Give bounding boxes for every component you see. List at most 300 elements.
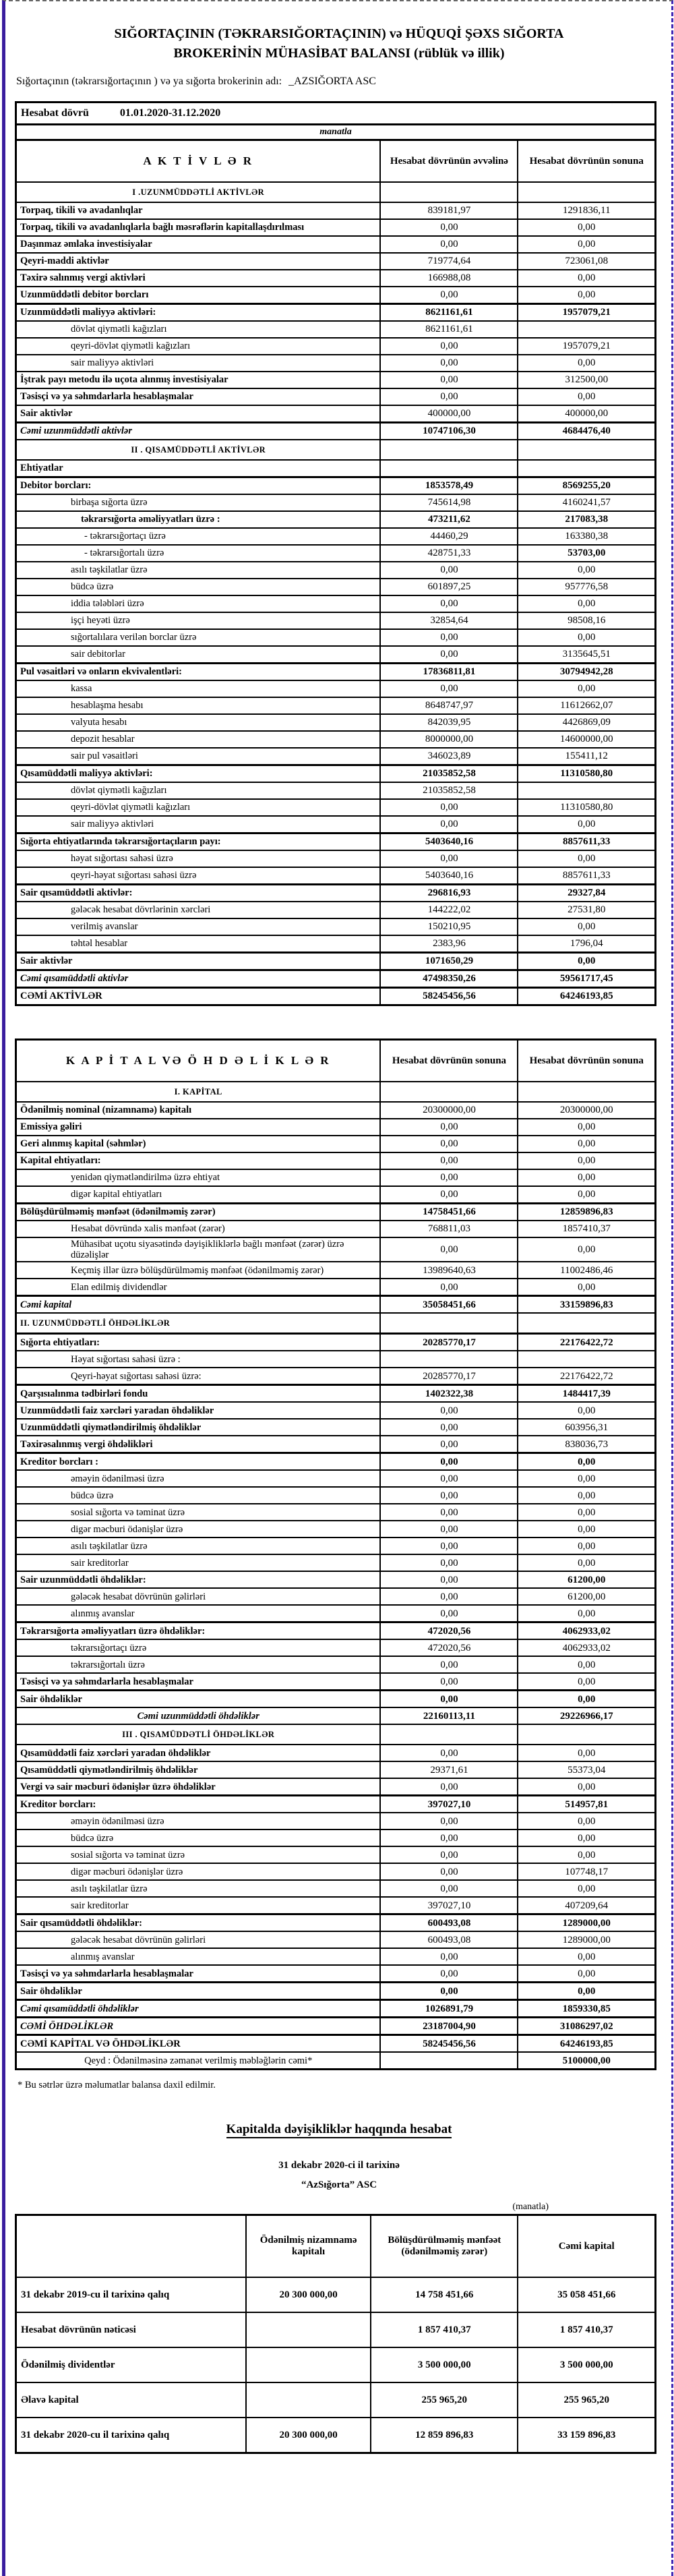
row-label: Ehtiyatlar xyxy=(16,460,381,477)
row-label: qeyri-dövlət qiymətli kağızları xyxy=(16,799,381,816)
value-period-end xyxy=(518,460,655,477)
capital-value-cell: 1 857 410,37 xyxy=(371,2312,518,2347)
row-label: yenidən qiymətləndirilmə üzrə ehtiyat xyxy=(16,1169,381,1186)
currency-note: manatla xyxy=(16,125,656,140)
row-label: Cəmi uzunmüddətli öhdəliklər xyxy=(16,1707,381,1724)
value-period-start: 0,00 xyxy=(380,1745,518,1761)
capital-report-title-text: Kapitalda dəyişikliklər haqqında hesabat xyxy=(226,2122,452,2138)
row-label: birbaşa sığorta üzrə xyxy=(16,494,381,511)
table-row xyxy=(16,646,656,664)
table-row xyxy=(16,1470,656,1487)
value-period-end: 3135645,51 xyxy=(518,646,655,664)
assets-column-title: A K T İ V L Ə R xyxy=(16,140,381,183)
table-row xyxy=(16,355,656,372)
value-period-end: 33159896,83 xyxy=(518,1296,655,1314)
value-period-start: 0,00 xyxy=(380,388,518,405)
value-period-end: 603956,31 xyxy=(518,1419,655,1436)
capital-table-row xyxy=(16,2382,656,2418)
value-period-start: 144222,02 xyxy=(380,902,518,918)
table-row xyxy=(16,477,656,495)
value-period-end: 0,00 xyxy=(518,562,655,579)
value-period-start: 0,00 xyxy=(380,1846,518,1863)
table-row xyxy=(16,1745,656,1761)
table-row xyxy=(16,182,656,202)
row-label: Cəmi qısamüddətli öhdəliklər xyxy=(16,2000,381,2018)
capital-table-row xyxy=(16,2418,656,2453)
row-label: qeyri-dövlət qiymətli kağızları xyxy=(16,338,381,355)
value-period-end: 0,00 xyxy=(518,1169,655,1186)
table-row xyxy=(16,1965,656,1983)
liabilities-header-row xyxy=(16,1040,656,1082)
value-period-start: 0,00 xyxy=(380,1419,518,1436)
capital-value-cell: 14 758 451,66 xyxy=(371,2277,518,2312)
capital-column-header: Ödənilmiş nizamnamə kapitalı xyxy=(246,2215,371,2278)
value-period-start: 397027,10 xyxy=(380,1897,518,1914)
value-period-start: 13989640,63 xyxy=(380,1262,518,1279)
value-period-end: 407209,64 xyxy=(518,1897,655,1914)
value-period-end: 29327,84 xyxy=(518,885,655,902)
row-label: Sair aktivlər xyxy=(16,405,381,423)
table-row xyxy=(16,714,656,731)
company-line xyxy=(16,76,662,88)
table-row xyxy=(16,629,656,646)
value-period-end: 107748,17 xyxy=(518,1863,655,1880)
row-label: Sair qısamüddətli öhdəliklər: xyxy=(16,1914,381,1932)
table-row xyxy=(16,253,656,270)
row-label: Emissiya gəliri xyxy=(16,1119,381,1136)
value-period-start: 296816,93 xyxy=(380,885,518,902)
row-label: Uzunmüddətli debitor borcları xyxy=(16,287,381,304)
value-period-start: 0,00 xyxy=(380,1778,518,1796)
row-label: CƏMİ ÖHDƏLİKLƏR xyxy=(16,2018,381,2035)
table-row xyxy=(16,1204,656,1221)
capital-column-header xyxy=(16,2215,247,2278)
table-row xyxy=(16,1521,656,1538)
assets-table xyxy=(15,139,656,1006)
value-period-end: 0,00 xyxy=(518,1673,655,1691)
row-label: Cəmi qısamüddətli aktivlər xyxy=(16,970,381,988)
value-period-end: 400000,00 xyxy=(518,405,655,423)
page-title-line1: SIĞORTAÇININ (TƏKRARSIĞORTAÇININ) və HÜQUQİ ŞƏXS SIĞORTA xyxy=(114,26,564,41)
value-period-start: 0,00 xyxy=(380,1673,518,1691)
capital-table-header-row xyxy=(16,2215,656,2278)
row-label: təkrarsığortaçı üzrə xyxy=(16,1639,381,1656)
table-row xyxy=(16,321,656,338)
capital-report-date: 31 dekabr 2020-ci il tarixinə xyxy=(278,2160,400,2171)
row-label: Kapital ehtiyatları: xyxy=(16,1152,381,1169)
value-period-start: 0,00 xyxy=(380,595,518,612)
table-row xyxy=(16,372,656,388)
value-period-end: 0,00 xyxy=(518,236,655,253)
value-period-end: 4062933,02 xyxy=(518,1622,655,1640)
table-row xyxy=(16,304,656,322)
value-period-start: 0,00 xyxy=(380,1402,518,1419)
value-period-start: 0,00 xyxy=(380,1829,518,1846)
row-label: dövlət qiymətli kağızları xyxy=(16,321,381,338)
value-period-end: 0,00 xyxy=(518,1487,655,1504)
value-period-end: 0,00 xyxy=(518,850,655,867)
table-row xyxy=(16,460,656,477)
row-label: Cəmi kapital xyxy=(16,1296,381,1314)
value-period-start: 472020,56 xyxy=(380,1639,518,1656)
table-row xyxy=(16,1186,656,1204)
table-row xyxy=(16,1436,656,1453)
table-row xyxy=(16,595,656,612)
table-row xyxy=(16,850,656,867)
value-period-end: 8569255,20 xyxy=(518,477,655,495)
row-label: sosial sığorta və təminat üzrə xyxy=(16,1504,381,1521)
capital-row-label: Əlavə kapital xyxy=(16,2382,247,2418)
row-label: sair pul vəsaitləri xyxy=(16,748,381,765)
value-period-start: 0,00 xyxy=(380,562,518,579)
value-period-start: 0,00 xyxy=(380,850,518,867)
capital-row-label: Ödənilmiş dividentlər xyxy=(16,2347,247,2382)
value-period-start: 839181,97 xyxy=(380,202,518,219)
value-period-end: 22176422,72 xyxy=(518,1334,655,1351)
table-row xyxy=(16,1622,656,1640)
value-period-end: 64246193,85 xyxy=(518,2035,655,2053)
value-period-start: 0,00 xyxy=(380,1863,518,1880)
value-period-start: 0,00 xyxy=(380,629,518,646)
capital-table-row xyxy=(16,2277,656,2312)
report-period-table xyxy=(15,101,656,141)
row-label: kassa xyxy=(16,680,381,697)
value-period-start: 0,00 xyxy=(380,1813,518,1829)
value-period-start: 0,00 xyxy=(380,1691,518,1708)
row-label: I .UZUNMÜDDƏTLİ AKTİVLƏR xyxy=(16,182,381,202)
table-row xyxy=(16,2018,656,2035)
table-row xyxy=(16,1605,656,1622)
value-period-start: 29371,61 xyxy=(380,1761,518,1778)
value-period-start: 0,00 xyxy=(380,799,518,816)
value-period-end: 8857611,33 xyxy=(518,833,655,851)
value-period-start: 20285770,17 xyxy=(380,1334,518,1351)
value-period-end: 1796,04 xyxy=(518,935,655,953)
value-period-end xyxy=(518,1313,655,1334)
table-row xyxy=(16,202,656,219)
table-row xyxy=(16,1419,656,1436)
assets-col1-header: Hesabat dövrünün əvvəlinə xyxy=(380,140,518,183)
row-label: Kreditor borcları: xyxy=(16,1796,381,1813)
row-label: sair maliyyə aktivləri xyxy=(16,355,381,372)
row-label: asılı təşkilatlar üzrə xyxy=(16,1538,381,1554)
row-label: alınmış avanslar xyxy=(16,1605,381,1622)
table-row xyxy=(16,440,656,460)
table-row xyxy=(16,579,656,595)
table-row xyxy=(16,1334,656,1351)
table-row xyxy=(16,1880,656,1897)
table-row xyxy=(16,935,656,953)
row-label: həyat sığortası sahəsi üzrə xyxy=(16,850,381,867)
value-period-end: 14600000,00 xyxy=(518,731,655,748)
capital-table-row xyxy=(16,2312,656,2347)
value-period-start: 5403640,16 xyxy=(380,867,518,885)
table-row xyxy=(16,988,656,1005)
value-period-start: 20300000,00 xyxy=(380,1102,518,1119)
value-period-start: 0,00 xyxy=(380,1237,518,1262)
value-period-start: 0,00 xyxy=(380,219,518,236)
row-label: digər məcburi ödənişlər üzrə xyxy=(16,1863,381,1880)
page-title xyxy=(35,24,643,63)
table-row xyxy=(16,528,656,545)
row-label: - təkrarsığortalı üzrə xyxy=(16,545,381,562)
value-period-end: 0,00 xyxy=(518,1813,655,1829)
table-row xyxy=(16,2052,656,2070)
value-period-start: 0,00 xyxy=(380,1119,518,1136)
table-row xyxy=(16,1897,656,1914)
table-row xyxy=(16,680,656,697)
row-label: təkrarsığorta əməliyyatları üzrə : xyxy=(16,511,381,528)
row-label: Bölüşdürülməmiş mənfəət (ödənilməmiş zərər) xyxy=(16,1204,381,1221)
value-period-end: 0,00 xyxy=(518,1605,655,1622)
table-row xyxy=(16,1152,656,1169)
capital-value-cell xyxy=(246,2312,371,2347)
table-row xyxy=(16,287,656,304)
table-row xyxy=(16,423,656,440)
value-period-start xyxy=(380,460,518,477)
value-period-end: 4062933,02 xyxy=(518,1639,655,1656)
row-label: büdcə üzrə xyxy=(16,1829,381,1846)
value-period-start: 44460,29 xyxy=(380,528,518,545)
value-period-end: 0,00 xyxy=(518,1237,655,1262)
table-row xyxy=(16,1761,656,1778)
table-row xyxy=(16,1983,656,2000)
value-period-start: 23187004,90 xyxy=(380,2018,518,2035)
table-row xyxy=(16,1279,656,1296)
table-row xyxy=(16,2000,656,2018)
row-label: - təkrarsığortaçı üzrə xyxy=(16,528,381,545)
table-row xyxy=(16,1948,656,1965)
value-period-end: 0,00 xyxy=(518,1152,655,1169)
table-row xyxy=(16,1796,656,1813)
value-period-end: 30794942,28 xyxy=(518,664,655,681)
table-row xyxy=(16,1571,656,1588)
row-label: hesablaşma hesabı xyxy=(16,697,381,714)
table-row xyxy=(16,1829,656,1846)
value-period-end: 29226966,17 xyxy=(518,1707,655,1724)
value-period-start: 150210,95 xyxy=(380,918,518,935)
value-period-start: 32854,64 xyxy=(380,612,518,629)
table-row xyxy=(16,236,656,253)
table-row xyxy=(16,2035,656,2053)
value-period-start: 428751,33 xyxy=(380,545,518,562)
value-period-end: 61200,00 xyxy=(518,1588,655,1605)
value-period-end: 22176422,72 xyxy=(518,1368,655,1385)
liabilities-table xyxy=(15,1038,656,2070)
row-label: Mühasibat uçotu siyasətində dəyişikliklərlə bağlı mənfəət (zərər) üzrə düzəlişlər xyxy=(16,1237,381,1262)
value-period-end: 0,00 xyxy=(518,1186,655,1204)
value-period-start: 0,00 xyxy=(380,1880,518,1897)
table-row xyxy=(16,782,656,799)
value-period-start: 400000,00 xyxy=(380,405,518,423)
value-period-start: 745614,98 xyxy=(380,494,518,511)
value-period-start: 0,00 xyxy=(380,1588,518,1605)
value-period-start: 8621161,61 xyxy=(380,304,518,322)
table-row xyxy=(16,1169,656,1186)
table-row xyxy=(16,270,656,287)
value-period-start: 47498350,26 xyxy=(380,970,518,988)
value-period-start: 0,00 xyxy=(380,1571,518,1588)
capital-value-cell: 33 159 896,83 xyxy=(518,2418,655,2453)
value-period-start: 0,00 xyxy=(380,1965,518,1983)
value-period-start: 346023,89 xyxy=(380,748,518,765)
table-row xyxy=(16,748,656,765)
value-period-end: 11612662,07 xyxy=(518,697,655,714)
value-period-end: 155411,12 xyxy=(518,748,655,765)
capital-column-header: Cəmi kapital xyxy=(518,2215,655,2278)
row-label: Hesabat dövründə xalis mənfəət (zərər) xyxy=(16,1221,381,1237)
period-row xyxy=(16,103,656,125)
table-row xyxy=(16,953,656,970)
value-period-start: 22160113,11 xyxy=(380,1707,518,1724)
value-period-end: 11002486,46 xyxy=(518,1262,655,1279)
value-period-end: 8857611,33 xyxy=(518,867,655,885)
row-label: sığortalılara verilən borclar üzrə xyxy=(16,629,381,646)
row-label: Torpaq, tikili və avadanlıqlarla bağlı məsrəflərin kapitallaşdırılması xyxy=(16,219,381,236)
row-label: sosial sığorta və təminat üzrə xyxy=(16,1846,381,1863)
table-row xyxy=(16,1402,656,1419)
row-label: Qarşısıalınma tədbirləri fondu xyxy=(16,1385,381,1403)
table-row xyxy=(16,1368,656,1385)
liabilities-col1-header: Hesabat dövrünün sonuna xyxy=(380,1040,518,1082)
row-label: depozit hesablar xyxy=(16,731,381,748)
company-name: _AZSIĞORTA ASC xyxy=(288,76,376,87)
table-row xyxy=(16,1673,656,1691)
table-row xyxy=(16,1351,656,1368)
row-label: əməyin ödənilməsi üzrə xyxy=(16,1470,381,1487)
value-period-start: 0,00 xyxy=(380,1656,518,1673)
value-period-start: 1026891,79 xyxy=(380,2000,518,2018)
table-row xyxy=(16,1385,656,1403)
row-label: CƏMİ AKTİVLƏR xyxy=(16,988,381,1005)
value-period-start: 397027,10 xyxy=(380,1796,518,1813)
value-period-end: 0,00 xyxy=(518,1119,655,1136)
table-row xyxy=(16,1588,656,1605)
table-row xyxy=(16,1453,656,1471)
row-label: Uzunmüddətli maliyyə aktivləri: xyxy=(16,304,381,322)
row-label: Qısamüddətli qiymətləndirilmiş öhdəliklər xyxy=(16,1761,381,1778)
value-period-end: 0,00 xyxy=(518,1521,655,1538)
value-period-start: 0,00 xyxy=(380,1186,518,1204)
row-label: Təsisçi və ya səhmdarlarla hesablaşmalar xyxy=(16,1673,381,1691)
value-period-start: 600493,08 xyxy=(380,1914,518,1932)
table-row xyxy=(16,1931,656,1948)
table-row xyxy=(16,1554,656,1571)
row-label: Sığorta ehtiyatlarında təkrarsığortaçıların payı: xyxy=(16,833,381,851)
row-label: Sair aktivlər xyxy=(16,953,381,970)
row-label: işçi heyəti üzrə xyxy=(16,612,381,629)
value-period-end: 0,00 xyxy=(518,219,655,236)
value-period-end: 0,00 xyxy=(518,1470,655,1487)
table-row xyxy=(16,799,656,816)
value-period-end: 0,00 xyxy=(518,1656,655,1673)
value-period-start: 842039,95 xyxy=(380,714,518,731)
table-row xyxy=(16,1538,656,1554)
capital-value-cell: 35 058 451,66 xyxy=(518,2277,655,2312)
value-period-end: 0,00 xyxy=(518,680,655,697)
value-period-start: 0,00 xyxy=(380,646,518,664)
row-label: Qeyri-maddi aktivlər xyxy=(16,253,381,270)
value-period-end: 0,00 xyxy=(518,1554,655,1571)
value-period-end: 31086297,02 xyxy=(518,2018,655,2035)
value-period-start: 20285770,17 xyxy=(380,1368,518,1385)
value-period-start: 0,00 xyxy=(380,1436,518,1453)
row-label: Qeyd : Ödənilməsinə zəmanət verilmiş məbləğlərin cəmi* xyxy=(16,2052,381,2070)
table-row xyxy=(16,1639,656,1656)
table-row xyxy=(16,1119,656,1136)
table-row xyxy=(16,219,656,236)
row-label: CƏMİ KAPİTAL VƏ ÖHDƏLİKLƏR xyxy=(16,2035,381,2053)
value-period-end: 98508,16 xyxy=(518,612,655,629)
value-period-start: 5403640,16 xyxy=(380,833,518,851)
table-row xyxy=(16,1504,656,1521)
value-period-end xyxy=(518,1724,655,1745)
value-period-end: 61200,00 xyxy=(518,1571,655,1588)
table-row xyxy=(16,902,656,918)
row-label: İştrak payı metodu ilə uçota alınmış investisiyalar xyxy=(16,372,381,388)
table-row xyxy=(16,1313,656,1334)
value-period-end: 0,00 xyxy=(518,1402,655,1419)
value-period-end: 1957079,21 xyxy=(518,338,655,355)
row-label: Qısamüddətli faiz xərcləri yaradan öhdəliklər xyxy=(16,1745,381,1761)
value-period-start: 8648747,97 xyxy=(380,697,518,714)
row-label: II . QISAMÜDDƏTLİ AKTİVLƏR xyxy=(16,440,381,460)
table-row xyxy=(16,1656,656,1673)
row-label: Uzunmüddətli faiz xərcləri yaradan öhdəliklər xyxy=(16,1402,381,1419)
table-row xyxy=(16,1846,656,1863)
value-period-end: 0,00 xyxy=(518,1279,655,1296)
capital-report-title xyxy=(15,2122,663,2137)
currency-note-row xyxy=(16,125,656,140)
row-label: valyuta hesabı xyxy=(16,714,381,731)
value-period-end: 12859896,83 xyxy=(518,1204,655,1221)
period-value: 01.01.2020-31.12.2020 xyxy=(119,107,221,119)
table-row xyxy=(16,1262,656,1279)
row-label: Uzunmüddətli qiymətləndirilmiş öhdəliklər xyxy=(16,1419,381,1436)
table-row xyxy=(16,918,656,935)
capital-row-label: 31 dekabr 2020-cu il tarixinə qalıq xyxy=(16,2418,247,2453)
table-row xyxy=(16,1813,656,1829)
table-row xyxy=(16,545,656,562)
assets-col2-header: Hesabat dövrünün sonuna xyxy=(518,140,655,183)
capital-row-label: Hesabat dövrünün nəticəsi xyxy=(16,2312,247,2347)
value-period-end: 0,00 xyxy=(518,1538,655,1554)
value-period-start: 0,00 xyxy=(380,1487,518,1504)
value-period-end: 0,00 xyxy=(518,1136,655,1152)
row-label: Təxirəsalınmış vergi öhdəlikləri xyxy=(16,1436,381,1453)
row-label: gələcək hesabat dövrünün gəlirləri xyxy=(16,1931,381,1948)
value-period-end xyxy=(518,182,655,202)
liabilities-column-title: K A P İ T A L VƏ Ö H D Ə L İ K L Ə R xyxy=(16,1040,381,1082)
value-period-end: 4684476,40 xyxy=(518,423,655,440)
table-row xyxy=(16,562,656,579)
row-label: asılı təşkilatlar üzrə xyxy=(16,562,381,579)
table-row xyxy=(16,867,656,885)
capital-value-cell: 3 500 000,00 xyxy=(371,2347,518,2382)
row-label: Keçmiş illər üzrə bölüşdürülməmiş mənfəət (ödənilməmiş zərər) xyxy=(16,1262,381,1279)
value-period-start: 0,00 xyxy=(380,1948,518,1965)
value-period-end: 11310580,80 xyxy=(518,765,655,783)
value-period-start: 0,00 xyxy=(380,338,518,355)
row-label: Qeyri-həyat sığortası sahəsi üzrə: xyxy=(16,1368,381,1385)
row-label: təhtəl hesablar xyxy=(16,935,381,953)
value-period-end: 0,00 xyxy=(518,270,655,287)
row-label: büdcə üzrə xyxy=(16,1487,381,1504)
row-label: gələcək hesabat dövrlərinin xərcləri xyxy=(16,902,381,918)
value-period-start: 0,00 xyxy=(380,1470,518,1487)
capital-value-cell: 20 300 000,00 xyxy=(246,2277,371,2312)
row-label: Debitor borcları: xyxy=(16,477,381,495)
